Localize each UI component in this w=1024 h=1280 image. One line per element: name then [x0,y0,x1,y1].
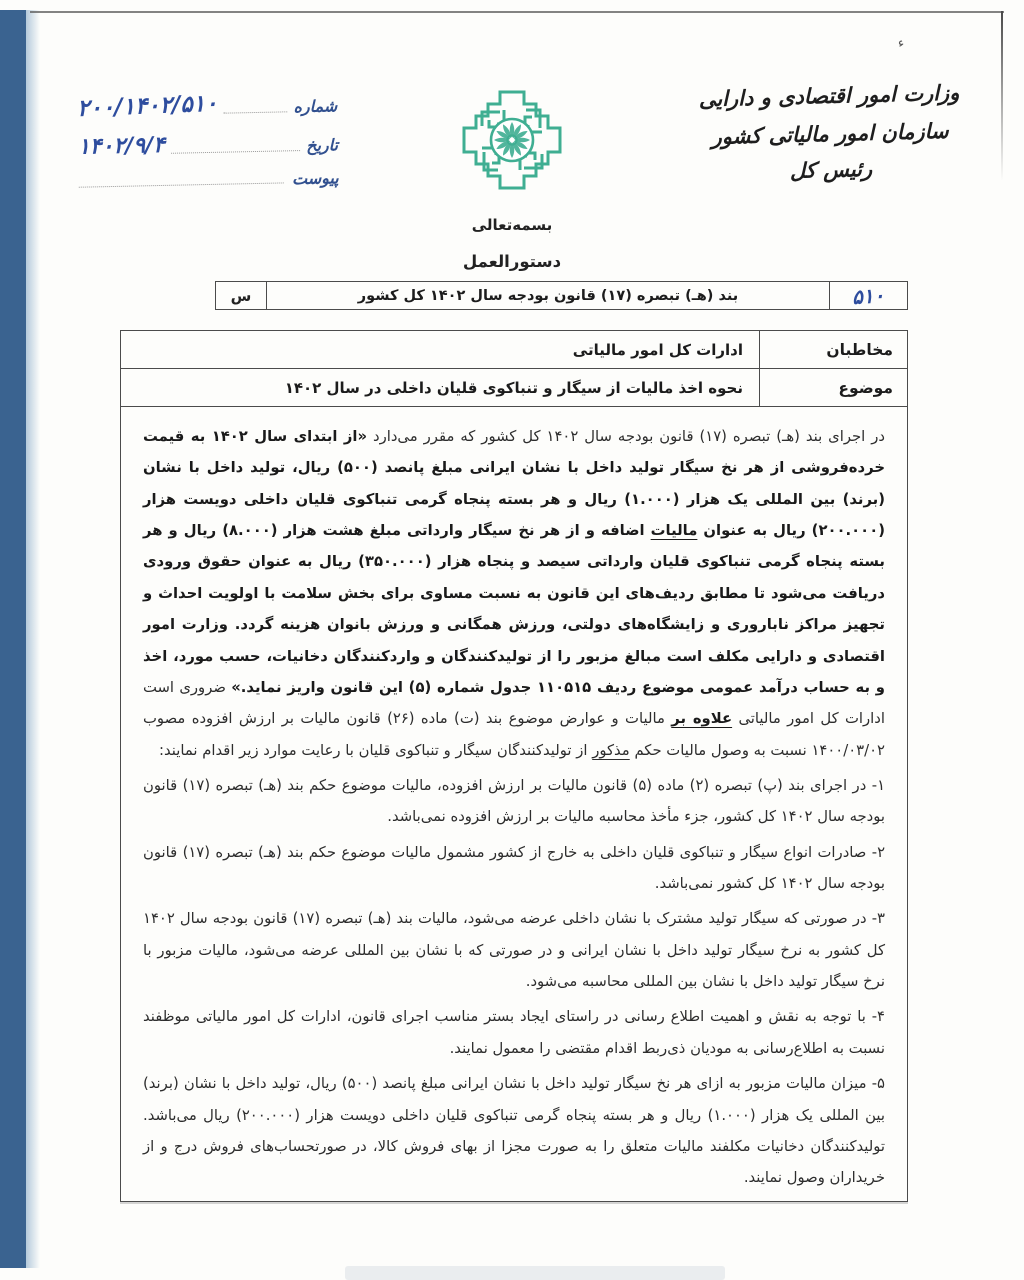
body-text-segment: مالیات [650,522,698,540]
body-text-segment: ضروری است ادارات کل امور مالیاتی [143,678,885,728]
classification-row [215,281,908,310]
scan-bottom-smudge [345,1266,725,1280]
document-meta-block [77,89,339,206]
subject-value-cell: نحوه اخذ مالیات از سیگار و تنباکوی قلیان داخلی در سال ۱۴۰۲ [284,378,743,397]
number-dotted-line [224,111,288,113]
document-date-value: ۱۴۰۲/۹/۴ [77,132,166,160]
basmala-heading: بسمه‌تعالی [471,216,553,234]
page-top-border [30,11,1004,13]
scan-left-band-fade [26,10,40,1268]
body-text-segment: از تولیدکنندگان سیگار و تنباکوی قلیان با رعایت موارد زیر اقدام نمایند: [159,741,593,759]
classification-number-cell [829,282,907,309]
tax-administration-emblem-icon [452,80,572,200]
body-text-segment: مذکور [592,741,630,759]
classification-number-value: ۵۱۰ [851,282,886,309]
recipients-row [121,331,907,369]
body-text-segment: در اجرای بند (هـ) تبصره (۱۷) قانون بودجه سال ۱۴۰۲ کل کشور که مقرر می‌دارد [367,428,885,445]
main-document-table [120,330,908,1202]
body-numbered-item: ۳- در صورتی که سیگار تولید مشترک با نشان داخلی عرضه می‌شود، مالیات بند (هـ) تبصره (۱۷) قانون بودجه سال ۱۴۰۲ کل کشور به نرخ سیگار تولید داخل با نشان ایرانی و در صورتی که با نشان بین المللی عرضه می‌شود، مالیات مزبور با نرخ سیگار تولید داخل با نشان بین المللی محاسبه می‌شود. [143,910,885,991]
letterhead-block [659,80,1001,187]
signatory-title: رئیس کل [789,156,873,184]
body-text-segment: «از ابتدای سال ۱۴۰۲ به قیمت خرده‌فروشی از هر نخ سیگار تولید داخل با نشان ایرانی مبلغ پانصد (۵۰۰) ریال، تولید داخل با نشان (برند) بین المللی یک هزار (۱.۰۰۰) ریال و هر بسته پنجاه گرمی تنباکوی قلیان داخلی دویست هزار (۲۰۰.۰۰۰) ریال به عنوان [143,428,886,540]
body-items [143,770,885,1194]
recipients-value-cell: ادارات کل امور مالیاتی [572,340,743,359]
body-numbered-item: ۴- با توجه به نقش و اهمیت اطلاع رسانی در راستای ایجاد بستر مناسب اجرای قانون، ادارات کل امور مالیاتی موظفند نسبت به اطلاع‌رسانی به مودیان ذی‌ربط اقدام مقتضی را معمول نمایند. [143,1008,885,1057]
body-text-segment: مالیات و عوارض موضوع بند (ت) ماده (۲۶) قانون مالیات بر ارزش افزوده مصوب ۱۴۰۰/۰۳/۰۲ نسبت به وصول مالیات حکم [143,710,885,759]
body-numbered-item: ۱- در اجرای بند (پ) تبصره (۲) ماده (۵) قانون مالیات بر ارزش افزوده، مالیات موضوع حکم بند (هـ) تبصره (۱۷) قانون بودجه سال ۱۴۰۲ کل کشور، جزء مأخذ محاسبه مالیات بر ارزش افزوده نمی‌باشد. [143,776,886,826]
classification-title-cell: بند (هـ) تبصره (۱۷) قانون بودجه سال ۱۴۰۲ کل کشور [266,282,829,309]
document-type-heading: دستورالعمل [462,252,562,271]
attachment-dotted-line [79,182,284,187]
body-numbered-item: ۵- میزان مالیات مزبور به ازای هر نخ سیگار تولید داخل با نشان ایرانی مبلغ پانصد (۵۰۰) ریال، تولید داخل با نشان (برند) بین المللی یک هزار (۱.۰۰۰) ریال و هر بسته پنجاه گرمی تنباکوی قلیان داخلی دویست هزار (۲۰۰.۰۰۰) ریال می‌باشد. تولیدکنندگان دخانیات مکلفند مالیات متعلق را به صورت مجزا از بهای فروش کالا، در صورتحساب‌های فروش درج و از خریداران وصول نمایند. [143,1075,885,1187]
document-body [121,407,907,1208]
number-label: شماره [293,96,338,117]
subject-row [121,369,907,407]
organization-name: سازمان امور مالیاتی کشور [711,118,949,150]
document-number-value: ۲۰۰/۱۴۰۲/۵۱۰ [76,90,218,122]
document-number-row [77,89,337,120]
page-right-border [1001,11,1003,181]
classification-security-letter-cell: س [230,286,252,305]
recipients-label-cell: مخاطبان [759,331,907,368]
body-text-segment: اضافه و از هر نخ سیگار وارداتی مبلغ هشت هزار (۸.۰۰۰) ریال و هر بسته پنجاه گرمی تنباکوی قلیان وارداتی سیصد و پنجاه هزار (۳۵۰.۰۰۰) ریال به عنوان حقوق ورودی دریافت می‌شود تا مطابق ردیف‌های این قانون به نسبت مساوی برای بخش سلامت با اولویت احداث و تجهیز مراکز ناباروری و زایشگاه‌های دولتی، ورزش همگانی و ورزش بانوان هزینه گردد. وزارت امور اقتصادی و دارایی مکلف است مبالغ مزبور را از تولیدکنندگان و واردکنندگان دخانیات، حسب مورد، اخذ و به حساب درآمد عمومی موضوع ردیف ۱۱۰۵۱۵ جدول شماره (۵) این قانون واریز نماید.» [143,522,885,696]
date-dotted-line [171,150,300,154]
date-label: تاریخ [305,135,339,155]
document-date-row [78,129,338,159]
scan-left-blue-band [0,10,26,1268]
ministry-name: وزارت امور اقتصادی و دارایی [698,80,960,112]
scan-ink-mark: ء [896,35,906,52]
body-intro-paragraph [143,421,885,766]
body-numbered-item: ۲- صادرات انواع سیگار و تنباکوی قلیان داخلی به خارج از کشور مشمول مالیات موضوع حکم بند (هـ) تبصره (۱۷) قانون بودجه سال ۱۴۰۲ کل کشور نمی‌باشد. [143,843,886,893]
subject-label-cell: موضوع [759,369,907,406]
attachment-label: پیوست [291,168,339,189]
body-text-segment: علاوه بر [671,710,733,728]
attachment-row [79,168,339,192]
